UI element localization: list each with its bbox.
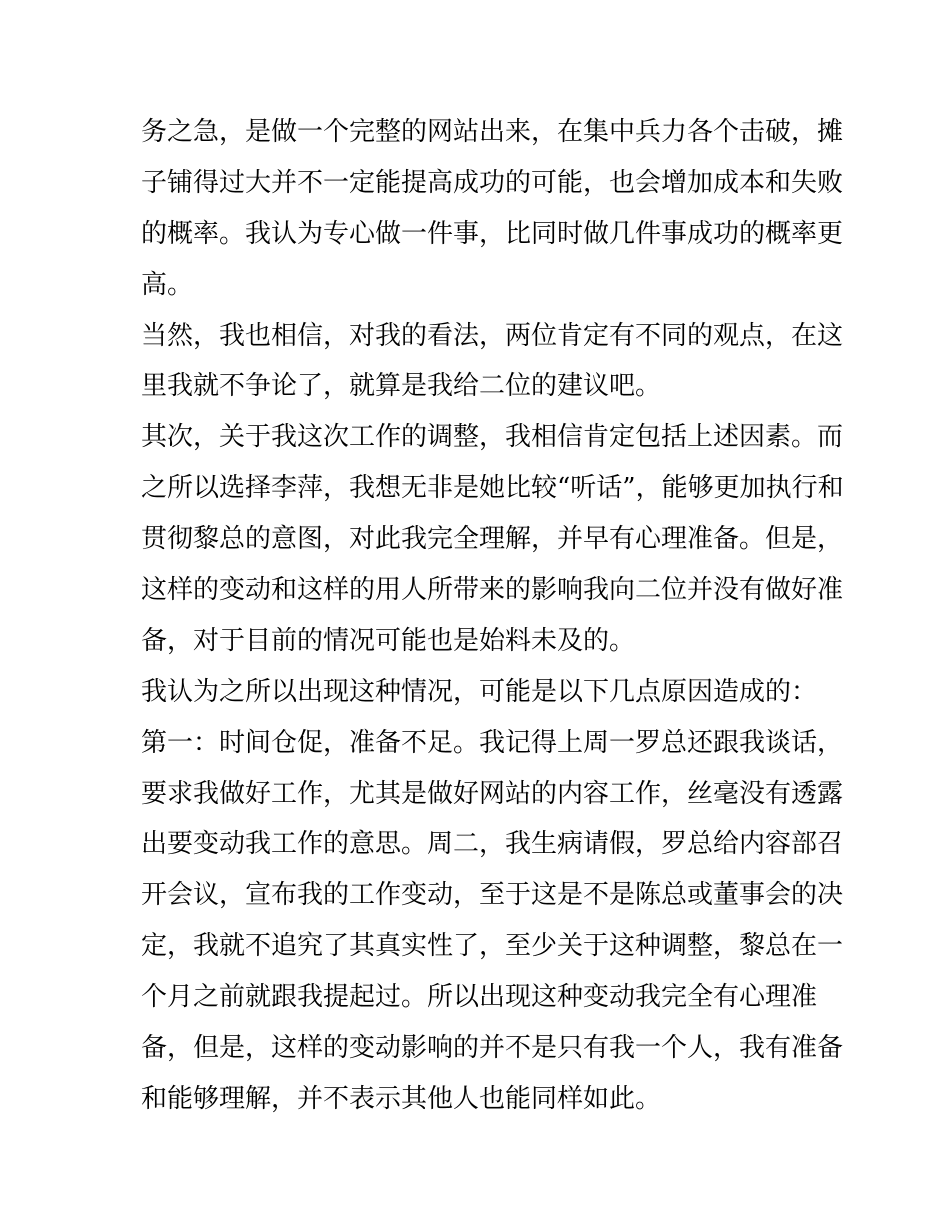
text-line: 里我就不争论了，就算是我给二位的建议吧。 — [141, 371, 662, 402]
text-line: 要求我做好工作，尤其是做好网站的内容工作，丝毫没有透露 — [141, 778, 844, 809]
text-line: 定，我就不追究了其真实性了，至少关于这种调整，黎总在一 — [141, 931, 844, 962]
text-line: 子铺得过大并不一定能提高成功的可能，也会增加成本和失败 — [141, 167, 844, 198]
text-line: 之所以选择李萍，我想无非是她比较“听话”，能够更加执行和 — [141, 473, 844, 504]
text-line: 贯彻黎总的意图，对此我完全理解，并早有心理准备。但是， — [141, 524, 844, 555]
text-line: 其次，关于我这次工作的调整，我相信肯定包括上述因素。而 — [141, 422, 844, 453]
text-line: 务之急，是做一个完整的网站出来，在集中兵力各个击破，摊 — [141, 117, 844, 147]
text-line: 第一：时间仓促，准备不足。我记得上周一罗总还跟我谈话， — [141, 727, 844, 758]
text-line: 我认为之所以出现这种情况，可能是以下几点原因造成的： — [141, 676, 818, 707]
text-line: 备，对于目前的情况可能也是始料未及的。 — [141, 625, 636, 656]
text-line: 出要变动我工作的意思。周二，我生病请假，罗总给内容部召 — [141, 829, 844, 860]
text-line: 的概率。我认为专心做一件事，比同时做几件事成功的概率更 — [141, 218, 844, 249]
text-line: 和能够理解，并不表示其他人也能同样如此。 — [141, 1083, 662, 1114]
text-line: 当然，我也相信，对我的看法，两位肯定有不同的观点，在这 — [141, 320, 844, 351]
text-line: 开会议，宣布我的工作变动，至于这是不是陈总或董事会的决 — [141, 880, 844, 911]
text-line: 这样的变动和这样的用人所带来的影响我向二位并没有做好准 — [141, 575, 844, 606]
body-text — [141, 107, 844, 1125]
text-line: 个月之前就跟我提起过。所以出现这种变动我完全有心理准 — [141, 982, 818, 1013]
text-line: 高。 — [141, 269, 194, 300]
text-line: 备，但是，这样的变动影响的并不是只有我一个人，我有准备 — [141, 1033, 844, 1064]
